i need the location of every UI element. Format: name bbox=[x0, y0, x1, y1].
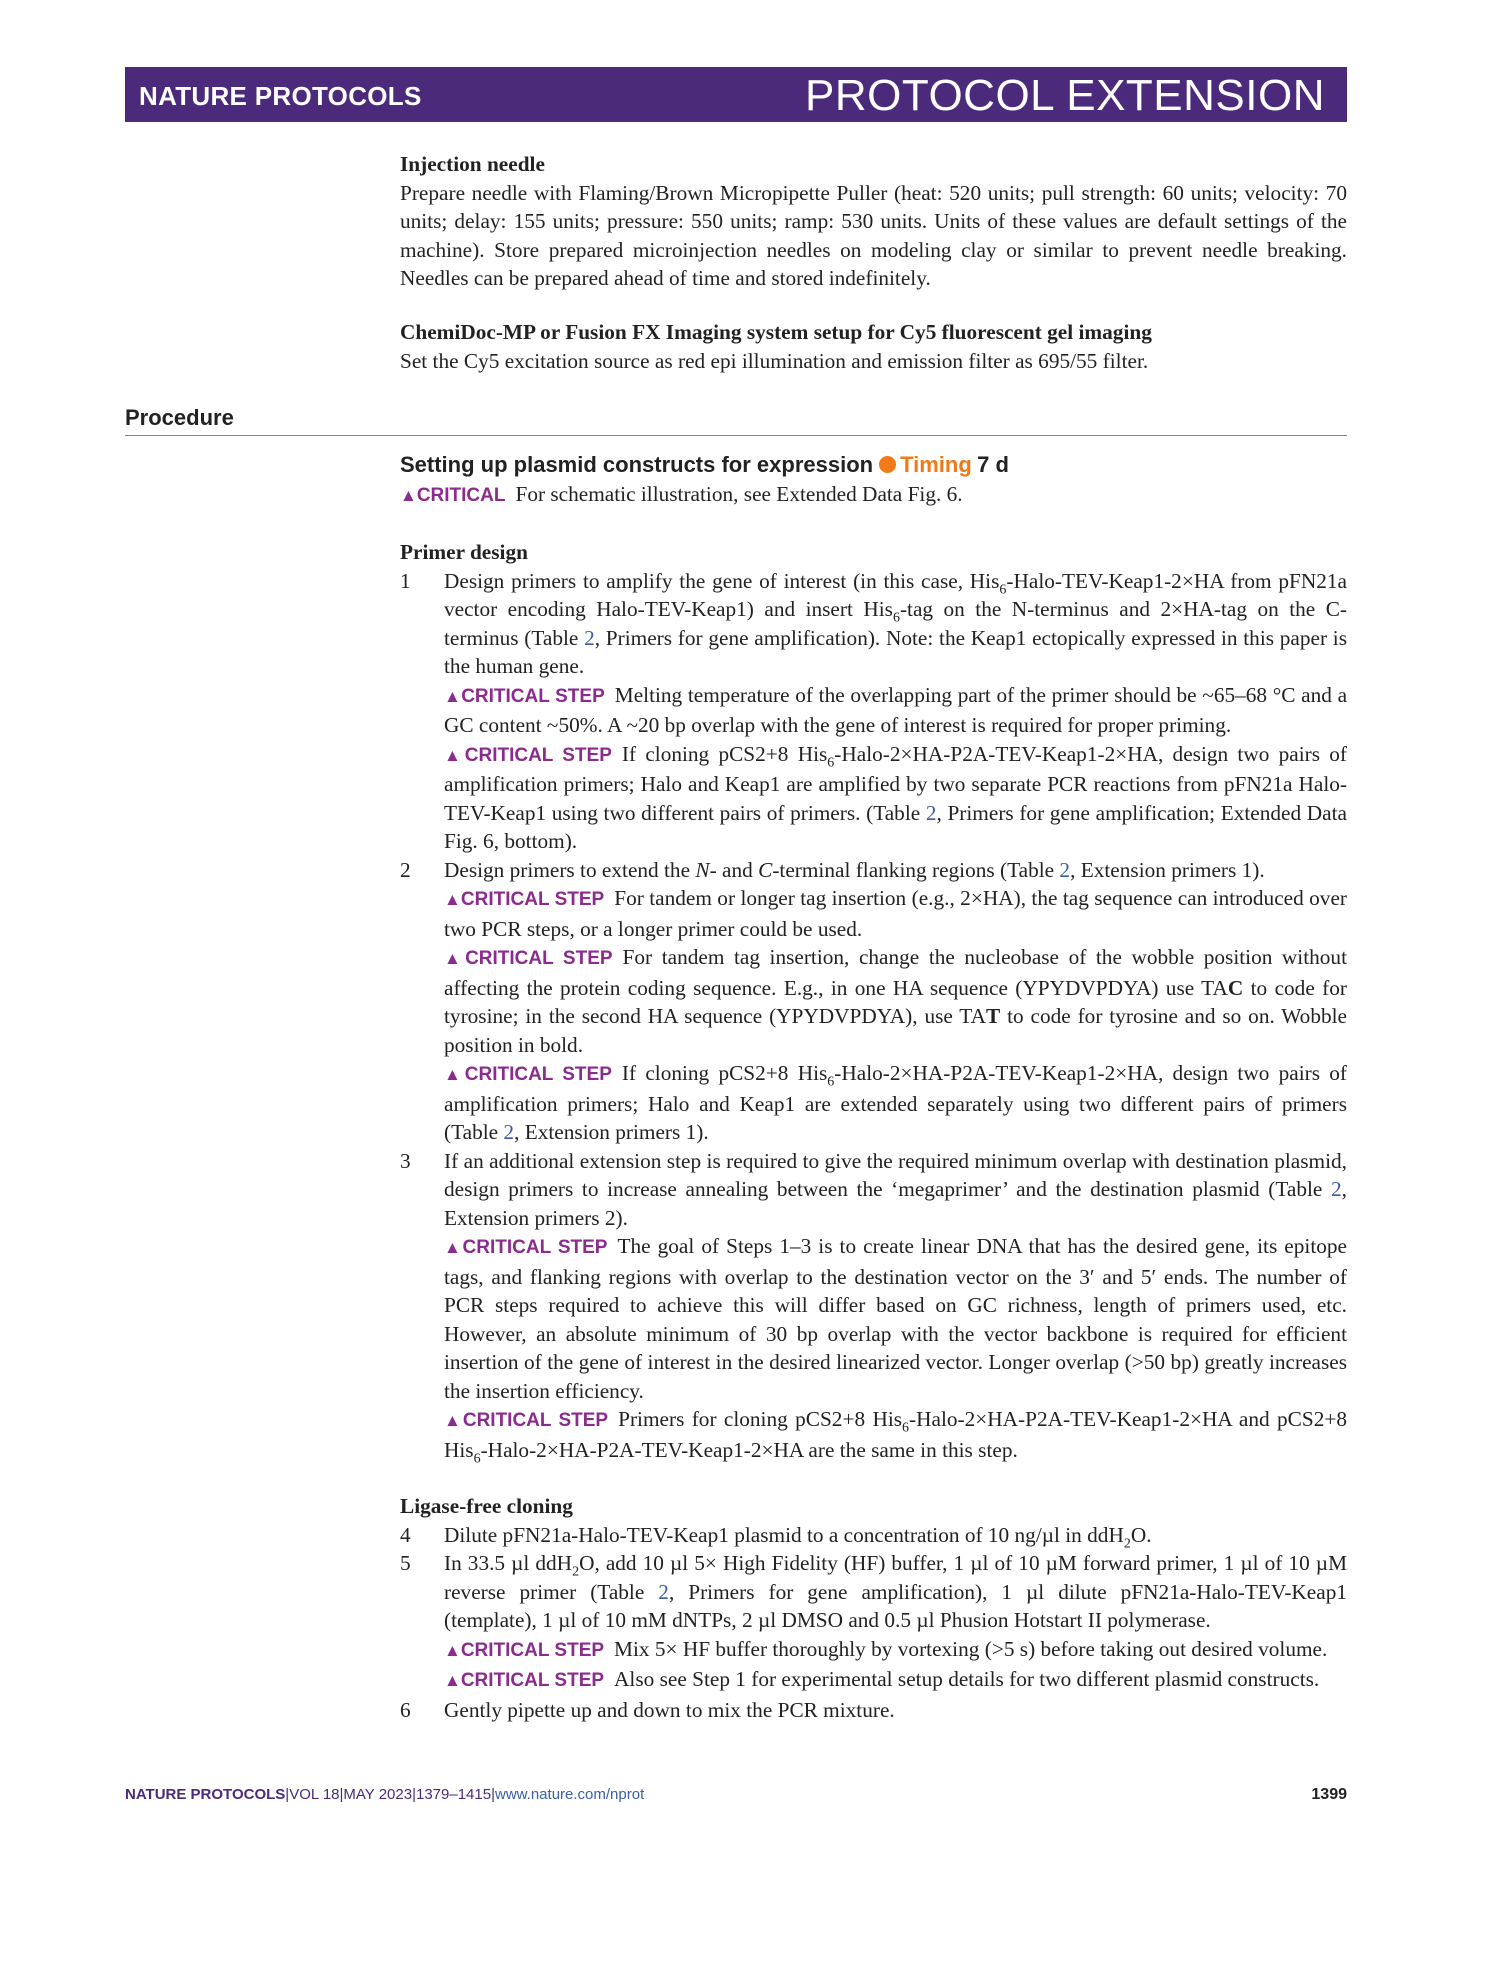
article-type: PROTOCOL EXTENSION bbox=[805, 71, 1325, 120]
footer-separator: | bbox=[412, 1786, 416, 1803]
critical-step: ▲CRITICAL STEP Also see Step 1 for experimental setup details for two different plasmid constructs. bbox=[444, 1667, 1320, 1691]
step-number: 1 bbox=[400, 568, 411, 593]
step-text: If an additional extension step is required to give the required minimum overlap with destination plasmid, design primers to increase annealing between the ‘megaprimer’ and the destination plasmid (Table 2, Extension primers 2). bbox=[444, 1148, 1347, 1230]
step-text: In 33.5 µl ddH$_2$O, add 10 µl 5× High Fidelity (HF) buffer, 1 µl of 10 µM forward primer, 1 µl of 10 µM reverse primer (Table 2, Primers for gene amplification), 1 µl dilute pFN21a-Halo-TEV-Keap1 (template), 1 µl of 10 mM dNTPs, 2 µl DMSO and 0.5 µl Phusion Hotstart II polymerase. bbox=[444, 1551, 1347, 1632]
timing-dot-icon bbox=[879, 456, 896, 473]
step-title-line bbox=[400, 451, 1347, 480]
warning-triangle-icon: ▲ bbox=[400, 485, 417, 505]
list-item bbox=[400, 1147, 1347, 1465]
critical-step-label: CRITICAL STEP bbox=[464, 744, 612, 766]
critical-step: ▲CRITICAL STEP If cloning pCS2+8 His$_6$-Halo-2×HA-P2A-TEV-Keap1-2×HA, design two pairs of amplification primers; Halo and Keap1 are extended separately using two different pairs of primers (Table 2, Extension primers 1). bbox=[444, 1061, 1347, 1144]
list-item bbox=[400, 1549, 1347, 1696]
critical-step-label: CRITICAL STEP bbox=[460, 1639, 605, 1661]
critical-step-label: CRITICAL STEP bbox=[462, 1410, 609, 1431]
footer-volume: VOL 18 bbox=[289, 1786, 340, 1803]
step-number: 4 bbox=[400, 1522, 411, 1547]
list-item bbox=[400, 856, 1347, 1147]
journal-banner bbox=[125, 67, 1347, 122]
footer-separator: | bbox=[339, 1786, 344, 1803]
footer-url-link[interactable]: www.nature.com/nprot bbox=[495, 1786, 645, 1803]
injection-needle-title: Injection needle bbox=[400, 152, 545, 176]
warning-triangle-icon: ▲ bbox=[444, 949, 466, 968]
step-text: Design primers to extend the N- and C-terminal flanking regions (Table 2, Extension primers 1). bbox=[444, 857, 1265, 882]
imaging-setup-text: Set the Cy5 excitation source as red epi illumination and emission filter as 695/55 filter. bbox=[400, 348, 1149, 373]
step-text: Dilute pFN21a-Halo-TEV-Keap1 plasmid to a concentration of 10 ng/µl in ddH$_2$O. bbox=[444, 1522, 1152, 1551]
step-number: 6 bbox=[400, 1697, 411, 1722]
warning-triangle-icon: ▲ bbox=[444, 890, 461, 909]
critical-step: ▲CRITICAL STEP Primers for cloning pCS2+8 His$_6$-Halo-2×HA-P2A-TEV-Keap1-2×HA and pCS2+8 His$_6$-Halo-2×HA-P2A-TEV-Keap1-2×HA are the same in this step. bbox=[444, 1407, 1348, 1466]
critical-step-label: CRITICAL STEP bbox=[461, 685, 605, 707]
step-number: 2 bbox=[400, 857, 411, 882]
footer-date: MAY 2023 bbox=[343, 1786, 413, 1803]
footer-journal: NATURE PROTOCOLS bbox=[125, 1786, 286, 1803]
timing-value: 7 d bbox=[977, 452, 1009, 477]
critical-step-label: CRITICAL STEP bbox=[465, 948, 613, 969]
warning-triangle-icon: ▲ bbox=[444, 1640, 461, 1660]
critical-note bbox=[400, 480, 1347, 511]
list-item bbox=[400, 1696, 1347, 1725]
warning-triangle-icon: ▲ bbox=[444, 1671, 461, 1690]
warning-triangle-icon: ▲ bbox=[444, 1065, 465, 1084]
critical-step-label: CRITICAL STEP bbox=[462, 1237, 608, 1258]
step-group-title: Setting up plasmid constructs for expression bbox=[400, 452, 874, 477]
page-footer bbox=[125, 1786, 1347, 1803]
critical-step: ▲CRITICAL STEP Melting temperature of the overlapping part of the primer should be ~65–68 °C and a GC content ~50%. A ~20 bp overlap with the gene of interest is required for proper priming. bbox=[444, 682, 1348, 737]
imaging-setup-title: ChemiDoc-MP or Fusion FX Imaging system setup for Cy5 fluorescent gel imaging bbox=[400, 320, 1152, 344]
warning-triangle-icon: ▲ bbox=[444, 1238, 463, 1257]
ligase-free-title: Ligase-free cloning bbox=[400, 1494, 573, 1518]
primer-design-steps bbox=[400, 567, 1347, 1465]
critical-step: ▲CRITICAL STEP Mix 5× HF buffer thoroughly by vortexing (>5 s) before taking out desired volume. bbox=[444, 1636, 1328, 1661]
critical-step: ▲CRITICAL STEP For tandem tag insertion, change the nucleobase of the wobble position without affecting the protein coding sequence. E.g., in one HA sequence (YPYDVPDYA) use TAC to code for tyrosine; in the second HA sequence (YPYDVPDYA), use TAT to code for tyrosine and so on. Wobble position in bold. bbox=[444, 945, 1348, 1057]
warning-triangle-icon: ▲ bbox=[444, 1411, 463, 1430]
timing-label: Timing bbox=[900, 452, 972, 477]
step-number: 3 bbox=[400, 1148, 411, 1173]
journal-name: NATURE PROTOCOLS bbox=[139, 81, 422, 111]
critical-note-text: For schematic illustration, see Extended Data Fig. 6. bbox=[515, 481, 963, 506]
injection-needle-section bbox=[400, 150, 1347, 293]
critical-step-label: CRITICAL STEP bbox=[460, 889, 605, 910]
critical-step-label: CRITICAL STEP bbox=[460, 1670, 605, 1691]
ligase-free-steps bbox=[400, 1521, 1347, 1725]
primer-design-title: Primer design bbox=[400, 540, 528, 564]
step-text: Gently pipette up and down to mix the PCR mixture. bbox=[444, 1697, 895, 1722]
step-text: Design primers to amplify the gene of interest (in this case, His$_6$-Halo-TEV-Keap1-2×HA from pFN21a vector encoding Halo-TEV-Keap1) and insert His$_6$-tag on the N-terminus and 2×HA-tag on the C-terminus (Table 2, Primers for gene amplification). Note: the Keap1 ectopically expressed in this paper is the human gene. bbox=[444, 568, 1348, 678]
list-item bbox=[400, 567, 1347, 856]
step-number: 5 bbox=[400, 1551, 411, 1575]
critical-step-label: CRITICAL STEP bbox=[464, 1064, 612, 1085]
injection-needle-text: Prepare needle with Flaming/Brown Micropipette Puller (heat: 520 units; pull strength: 60 units; velocity: 70 units; delay: 155 units; pressure: 550 units; ramp: 530 units. Units of these values are default settings of the machine). Store prepared microinjection needles on modeling clay or similar to prevent needle breaking. Needles can be prepared ahead of time and stored indefinitely. bbox=[400, 180, 1347, 290]
critical-label: CRITICAL bbox=[416, 484, 506, 506]
critical-step: ▲CRITICAL STEP If cloning pCS2+8 His$_6$-Halo-2×HA-P2A-TEV-Keap1-2×HA, design two pairs of amplification primers; Halo and Keap1 are amplified by two separate PCR reactions from pFN21a Halo-TEV-Keap1 using two different pairs of primers. (Table 2, Primers for gene amplification; Extended Data Fig. 6, bottom). bbox=[444, 741, 1347, 853]
page-number: 1399 bbox=[1311, 1786, 1347, 1803]
procedure-section bbox=[400, 451, 1347, 1724]
warning-triangle-icon: ▲ bbox=[444, 745, 465, 765]
footer-separator: | bbox=[285, 1786, 290, 1803]
procedure-heading: Procedure bbox=[125, 405, 234, 430]
footer-pages: 1379–1415 bbox=[416, 1786, 492, 1803]
critical-step: ▲CRITICAL STEP For tandem or longer tag insertion (e.g., 2×HA), the tag sequence can introduced over two PCR steps, or a longer primer could be used. bbox=[444, 886, 1348, 941]
footer-separator: | bbox=[491, 1786, 495, 1803]
imaging-setup-section bbox=[400, 318, 1347, 375]
critical-step: ▲CRITICAL STEP The goal of Steps 1–3 is to create linear DNA that has the desired gene, its epitope tags, and flanking regions with overlap to the destination vector on the 3′ and 5′ ends. The number of PCR steps required to achieve this will differ based on GC richness, length of primers used, etc. However, an absolute minimum of 30 bp overlap with the vector backbone is required for efficient insertion of the gene of interest in the desired linearized vector. Longer overlap (>50 bp) greatly increases the insertion efficiency. bbox=[444, 1234, 1347, 1403]
warning-triangle-icon: ▲ bbox=[444, 686, 462, 706]
list-item bbox=[400, 1521, 1347, 1550]
procedure-divider bbox=[125, 435, 1347, 436]
